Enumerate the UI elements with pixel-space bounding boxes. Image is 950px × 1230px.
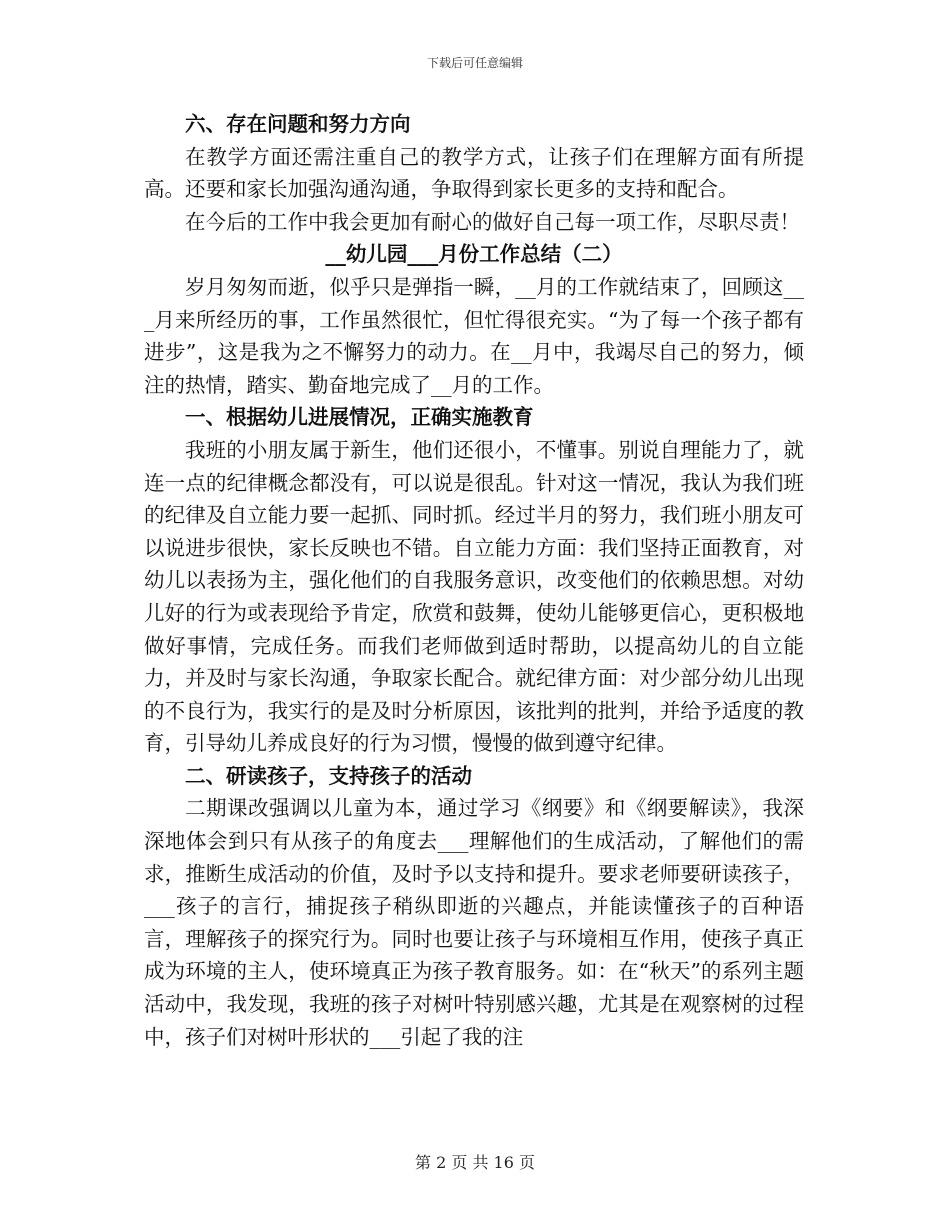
paragraph: 在今后的工作中我会更加有耐心的做好自己每一项工作，尽职尽责！ [185, 209, 800, 234]
page-number-footer: 第 2 页 共 16 页 [415, 1153, 535, 1172]
section-heading-two: 二、研读孩子，支持孩子的活动 [185, 763, 472, 788]
document-title: __幼儿园___月份工作总结（二） [325, 242, 623, 267]
header-note: 下载后可任意编辑 [426, 56, 523, 70]
document-body [144, 108, 804, 1053]
section-heading-one: 一、根据幼儿进展情况，正确实施教育 [185, 405, 534, 430]
paragraph: 在教学方面还需注重自己的教学方式，让孩子们在理解方面有所提高。还要和家长加强沟通沟通，争取得到家长更多的支持和配合。 [144, 144, 804, 202]
paragraph: 二期课改强调以儿童为本，通过学习《纲要》和《纲要解读》，我深深地体会到只有从孩子的角度去___理解他们的生成活动，了解他们的需求，推断生成活动的价值，及时予以支持和提升。要求老师要研读孩子，___孩子的言行，捕捉孩子稍纵即逝的兴趣点，并能读懂孩子的百种语言，理解孩子的探究行为。同时也要让孩子与环境相互作用，使孩子真正成为环境的主人，使环境真正为孩子教育服务。如：在“秋天”的系列主题活动中，我发现，我班的孩子对树叶特别感兴趣，尤其是在观察树的过程中，孩子们对树叶形状的___引起了我的注 [144, 796, 804, 1049]
paragraph: 岁月匆匆而逝，似乎只是弹指一瞬，__月的工作就结束了，回顾这___月来所经历的事，工作虽然很忙，但忙得很充实。“为了每一个孩子都有进步”，这是我为之不懈努力的动力。在__月中，我竭尽自己的努力，倾注的热情，踏实、勤奋地完成了__月的工作。 [144, 274, 804, 397]
paragraph: 我班的小朋友属于新生，他们还很小，不懂事。别说自理能力了，就连一点的纪律概念都没有，可以说是很乱。针对这一情况，我认为我们班的纪律及自立能力要一起抓、同时抓。经过半月的努力，我们班小朋友可以说进步很快，家长反映也不错。自立能力方面：我们坚持正面教育，对幼儿以表扬为主，强化他们的自我服务意识，改变他们的依赖思想。对幼儿好的行为或表现给予肯定，欣赏和鼓舞，使幼儿能够更信心，更积极地做好事情，完成任务。而我们老师做到适时帮助，以提高幼儿的自立能力，并及时与家长沟通，争取家长配合。就纪律方面：对少部分幼儿出现的不良行为，我实行的是及时分析原因，该批判的批判，并给予适度的教育，引导幼儿养成良好的行为习惯，慢慢的做到遵守纪律。 [144, 437, 804, 756]
section-heading-six: 六、存在问题和努力方向 [185, 112, 411, 136]
